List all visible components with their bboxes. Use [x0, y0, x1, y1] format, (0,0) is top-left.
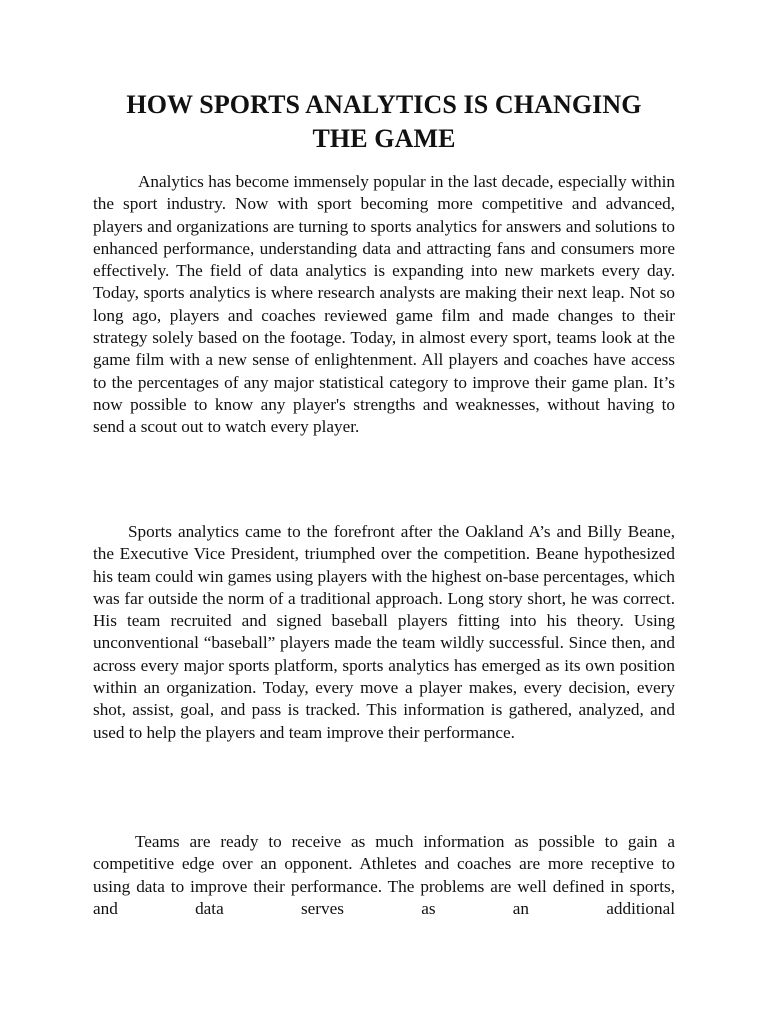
title-line-1: HOW SPORTS ANALYTICS IS CHANGING: [126, 90, 642, 119]
document-title: [90, 88, 678, 156]
paragraph-1: Analytics has become immensely popular in the last decade, especially within the sport industry. Now with sport becoming more competitive and advanced, players and organizations are turning to sports analytics for answers and solutions to enhanced performance, understanding data and attracting fans and consumers more effectively. The field of data analytics is expanding into new markets every day. Today, sports analytics is where research analysts are making their next leap. Not so long ago, players and coaches reviewed game film and made changes to their strategy solely based on the footage. Today, in almost every sport, teams look at the game film with a new sense of enlightenment. All players and coaches have access to the percentages of any major statistical category to improve their game plan. It’s now possible to know any player's strengths and weaknesses, without having to send a scout out to watch every player.: [93, 172, 675, 437]
paragraph-3: Teams are ready to receive as much information as possible to gain a competitive edge over an opponent. Athletes and coaches are more receptive to using data to improve their performance. The problems are well defined in sports, and data serves as an additional: [93, 832, 675, 918]
title-line-2: THE GAME: [312, 124, 456, 153]
paragraph-2: Sports analytics came to the forefront after the Oakland A’s and Billy Beane, the Executive Vice President, triumphed over the competition. Beane hypothesized his team could win games using players with the highest on-base percentages, which was far outside the norm of a traditional approach. Long story short, he was correct. His team recruited and signed baseball players fitting into his theory. Using unconventional “baseball” players made the team wildly successful. Since then, and across every major sports platform, sports analytics has emerged as its own position within an organization. Today, every move a player makes, every decision, every shot, assist, goal, and pass is tracked. This information is gathered, analyzed, and used to help the players and team improve their performance.: [93, 522, 675, 742]
